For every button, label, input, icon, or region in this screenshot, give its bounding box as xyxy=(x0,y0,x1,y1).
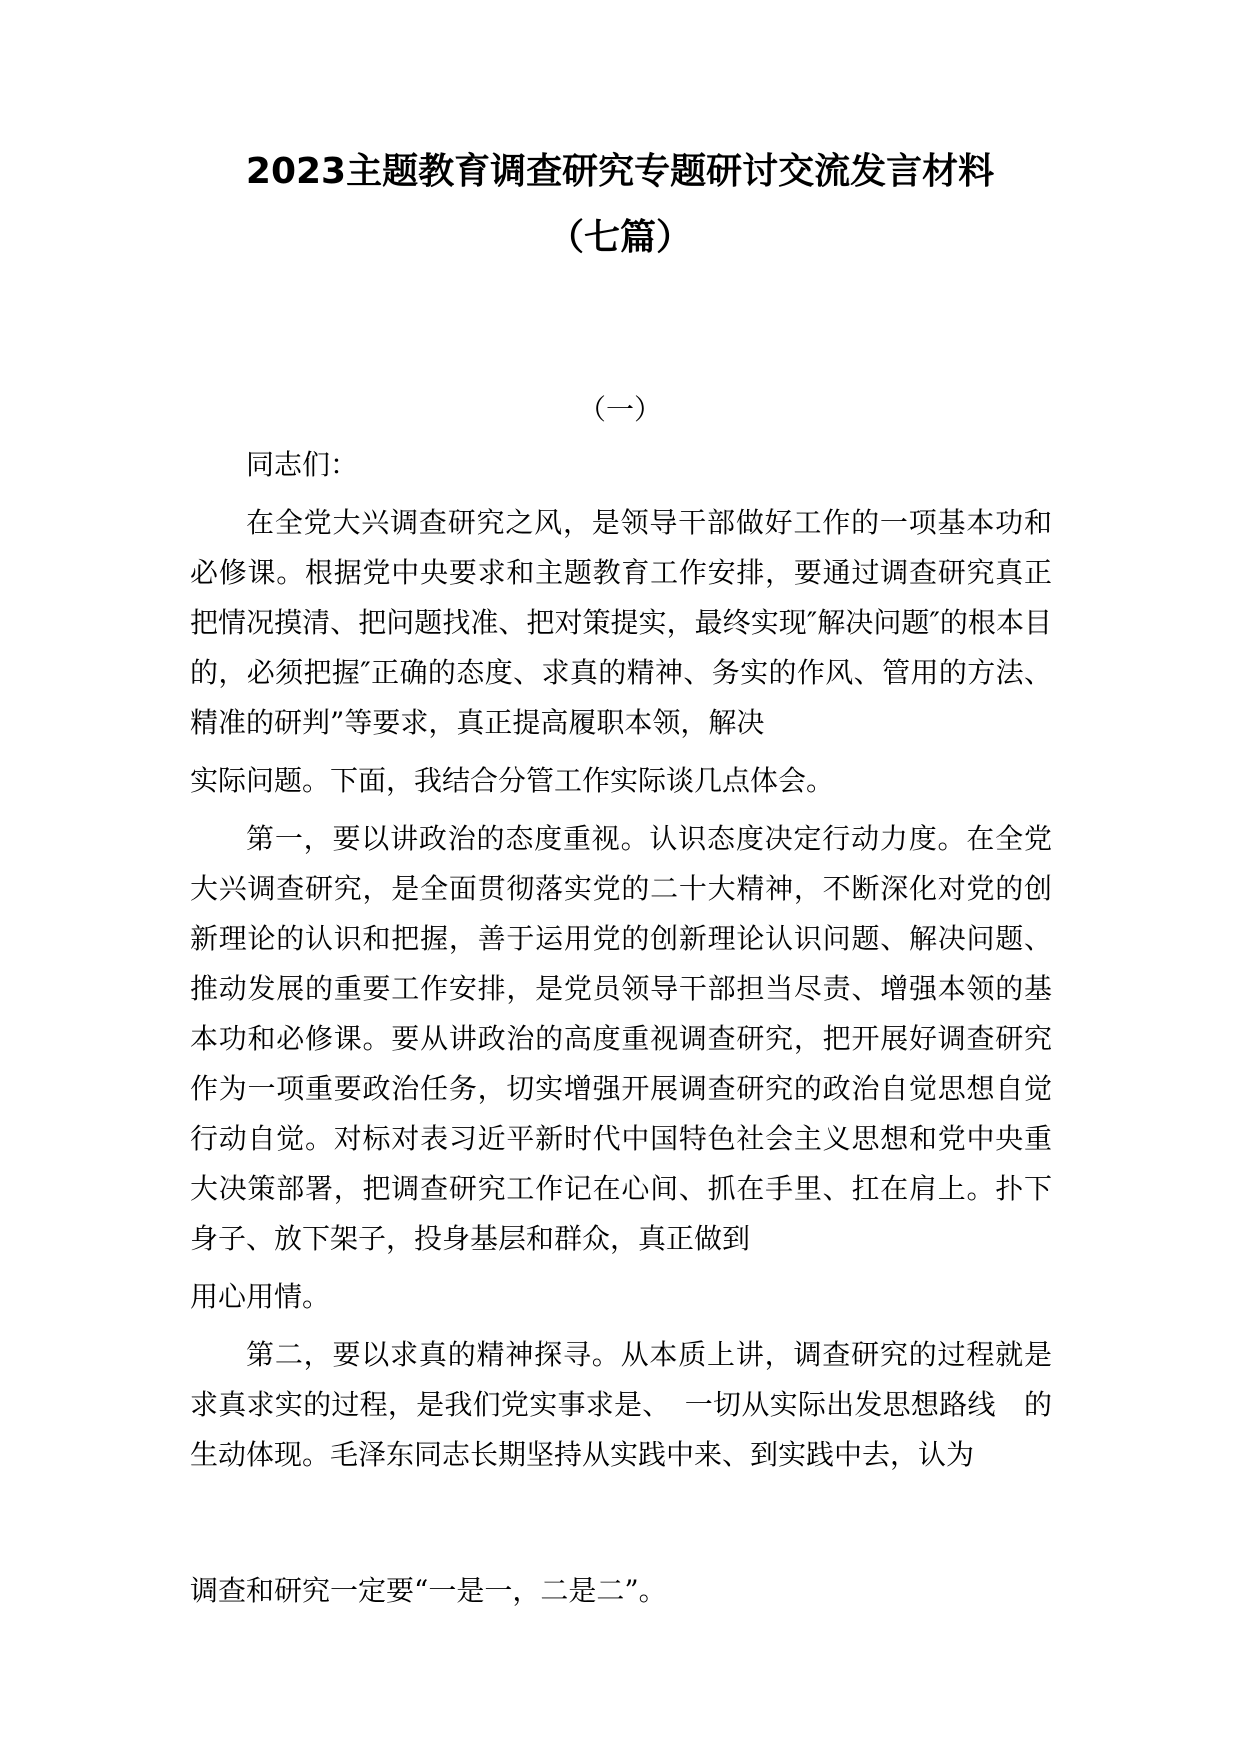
document-title: 2023主题教育调查研究专题研讨交流发言材料 xyxy=(245,151,995,192)
paragraph-3-last-line: 调查和研究一定要“一是一，二是二”。 xyxy=(190,1574,667,1607)
paragraph-1-text: 在全党大兴调查研究之风，是领导干部做好工作的一项基本功和必修课。根据党中央要求和主题教育工作安排，要通过调查研究真正把情况摸清、把问题找准、把对策提实，最终实现″解决问题″的根本目的，必须把握″正确的态度、求真的精神、务实的作风、管用的方法、精准的研判”等要求，真正提高履职本领，解决 xyxy=(190,506,1052,739)
section-number: （一） xyxy=(577,393,662,426)
paragraph-2-last-line: 用心用情。 xyxy=(190,1280,331,1313)
paragraph-2 xyxy=(190,814,1052,1322)
paragraph-1 xyxy=(190,498,1052,806)
paragraph-3 xyxy=(190,1330,1052,1480)
paragraph-3-text: 第二，要以求真的精神探寻。从本质上讲，调查研究的过程就是求真求实的过程，是我们党实事求是、 一切从实际出发思想路线 的生动体现。毛泽东同志长期坚持从实践中来、到实践中去，认为 xyxy=(190,1338,1052,1471)
salutation: 同志们： xyxy=(246,448,359,481)
paragraph-1-last-line: 实际问题。下面，我结合分管工作实际谈几点体会。 xyxy=(190,764,835,797)
document-subtitle: （七篇） xyxy=(547,217,692,258)
paragraph-2-text: 第一，要以讲政治的态度重视。认识态度决定行动力度。在全党大兴调查研究，是全面贯彻落实党的二十大精神，不断深化对党的创新理论的认识和把握，善于运用党的创新理论认识问题、解决问题、推动发展的重要工作安排，是党员领导干部担当尽责、增强本领的基本功和必修课。要从讲政治的高度重视调查研究，把开展好调查研究作为一项重要政治任务，切实增强开展调查研究的政治自觉思想自觉行动自觉。对标对表习近平新时代中国特色社会主义思想和党中央重大决策部署，把调查研究工作记在心间、抓在手里、扛在肩上。扑下身子、放下架子，投身基层和群众，真正做到 xyxy=(190,822,1052,1255)
